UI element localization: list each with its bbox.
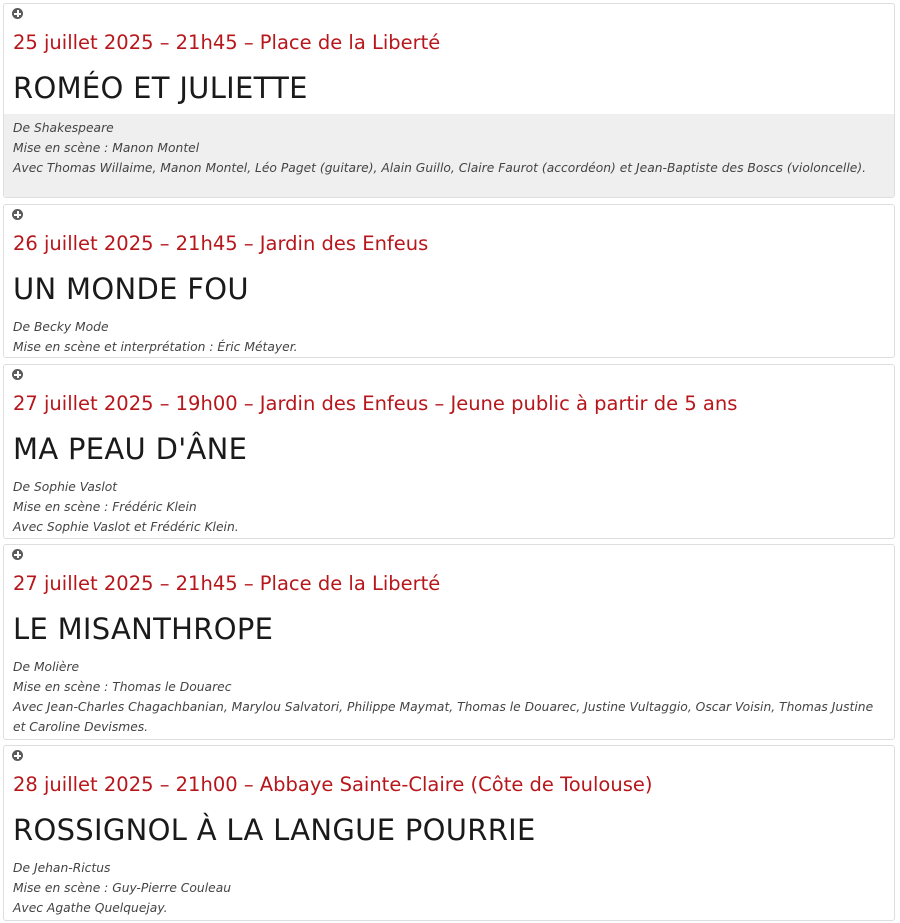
expand-plus-icon[interactable] [12, 8, 23, 19]
event-cast: Avec Jean-Charles Chagachbanian, Marylou Salvatori, Philippe Maymat, Thomas le Douarec, Justine Vultaggio, Oscar Voisin, Thomas Justine et Caroline Devismes. [13, 700, 874, 734]
expand-plus-icon[interactable] [12, 369, 23, 380]
event-direction: Mise en scène : Guy-Pierre Couleau [13, 881, 232, 895]
expand-plus-icon[interactable] [12, 549, 23, 560]
event-details [4, 114, 894, 197]
event-details [4, 854, 894, 921]
event-direction: Mise en scène et interprétation : Éric Métayer. [13, 340, 298, 354]
event-card [3, 745, 895, 921]
event-details [4, 473, 894, 539]
event-date-location: 28 juillet 2025 – 21h00 – Abbaye Sainte-Claire (Côte de Toulouse) [13, 773, 653, 796]
event-author: De Molière [13, 660, 80, 674]
event-author: De Shakespeare [13, 121, 114, 135]
event-author: De Sophie Vaslot [13, 480, 118, 494]
event-card [3, 544, 895, 740]
event-card [3, 364, 895, 539]
event-card [3, 3, 895, 198]
event-date-location: 27 juillet 2025 – 21h45 – Place de la Liberté [13, 572, 441, 595]
event-direction: Mise en scène : Manon Montel [13, 141, 200, 155]
event-title: ROSSIGNOL À LA LANGUE POURRIE [13, 813, 536, 847]
event-details [4, 313, 894, 358]
event-title: UN MONDE FOU [13, 272, 249, 306]
event-title: LE MISANTHROPE [13, 612, 274, 646]
expand-plus-icon[interactable] [12, 209, 23, 220]
event-title: MA PEAU D'ÂNE [13, 432, 248, 466]
expand-plus-icon[interactable] [12, 750, 23, 761]
event-date-location: 25 juillet 2025 – 21h45 – Place de la Liberté [13, 31, 441, 54]
event-card [3, 204, 895, 358]
event-date-location: 27 juillet 2025 – 19h00 – Jardin des Enfeus – Jeune public à partir de 5 ans [13, 392, 738, 415]
event-cast: Avec Sophie Vaslot et Frédéric Klein. [13, 520, 239, 534]
event-title: ROMÉO ET JULIETTE [13, 71, 308, 105]
event-date-location: 26 juillet 2025 – 21h45 – Jardin des Enfeus [13, 232, 429, 255]
event-cast: Avec Agathe Quelquejay. [13, 901, 168, 915]
event-author: De Jehan-Rictus [13, 861, 111, 875]
event-direction: Mise en scène : Frédéric Klein [13, 500, 197, 514]
event-author: De Becky Mode [13, 320, 109, 334]
event-cast: Avec Thomas Willaime, Manon Montel, Léo Paget (guitare), Alain Guillo, Claire Faurot (accordéon) et Jean-Baptiste des Boscs (violoncelle). [13, 161, 867, 175]
event-details [4, 653, 894, 740]
event-direction: Mise en scène : Thomas le Douarec [13, 680, 232, 694]
